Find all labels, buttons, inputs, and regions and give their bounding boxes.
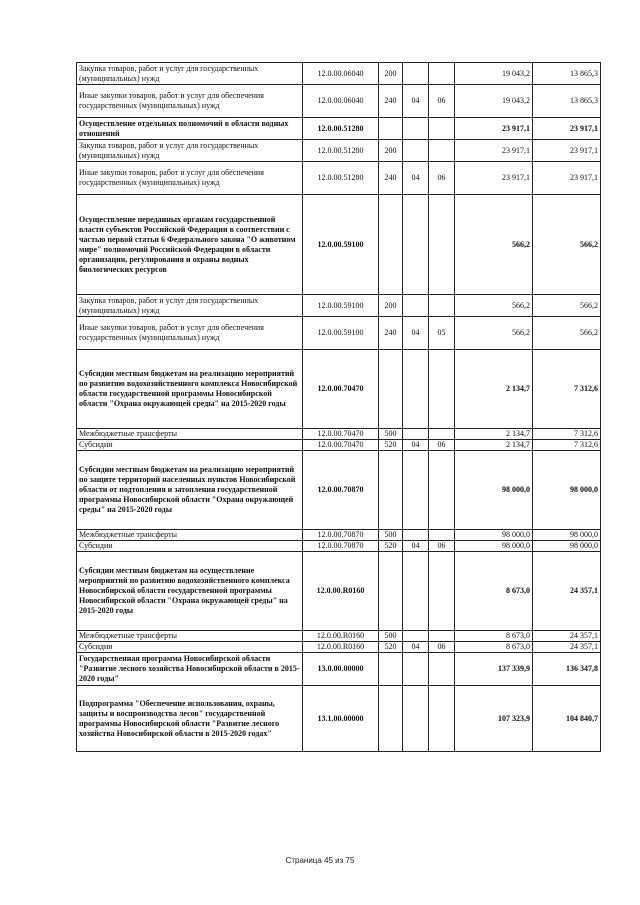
row-name-cell: Иные закупки товаров, работ и услуг для обеспечения государственных (муниципальных) нужд (77, 85, 303, 118)
row-subsection-cell (429, 195, 455, 295)
row-section-cell: 04 (403, 317, 429, 350)
row-vr-cell (379, 350, 403, 429)
row-subsection-cell: 06 (429, 85, 455, 118)
row-code-cell: 12.0.00.R0160 (303, 642, 379, 653)
row-section-cell (403, 653, 429, 686)
row-value-2019-cell: 566,2 (455, 317, 533, 350)
row-code-cell: 12.0.00.70870 (303, 530, 379, 541)
row-subsection-cell (429, 140, 455, 162)
row-code-cell: 12.0.00.R0160 (303, 552, 379, 631)
row-code-cell: 12.0.00.51280 (303, 118, 379, 140)
row-value-2019-cell: 8 673,0 (455, 642, 533, 653)
table-row (77, 451, 601, 530)
budget-table (76, 62, 601, 752)
row-section-cell (403, 429, 429, 440)
row-subsection-cell: 06 (429, 541, 455, 552)
row-section-cell (403, 530, 429, 541)
row-section-cell (403, 451, 429, 530)
row-subsection-cell (429, 530, 455, 541)
table-row (77, 440, 601, 451)
row-code-cell: 12.0.00.70470 (303, 440, 379, 451)
row-code-cell: 12.0.00.R0160 (303, 631, 379, 642)
row-vr-cell: 200 (379, 140, 403, 162)
table-row (77, 653, 601, 686)
row-value-2019-cell: 107 323,9 (455, 686, 533, 752)
row-value-2019-cell: 19 043,2 (455, 63, 533, 85)
row-name-cell: Иные закупки товаров, работ и услуг для обеспечения государственных (муниципальных) нужд (77, 162, 303, 195)
row-code-cell: 12.0.00.59100 (303, 317, 379, 350)
table-row (77, 552, 601, 631)
row-value-2020-cell: 98 000,0 (533, 451, 601, 530)
row-subsection-cell (429, 686, 455, 752)
row-section-cell (403, 552, 429, 631)
row-subsection-cell: 06 (429, 642, 455, 653)
row-vr-cell: 520 (379, 642, 403, 653)
row-vr-cell: 500 (379, 631, 403, 642)
row-section-cell: 04 (403, 642, 429, 653)
row-value-2019-cell: 137 339,9 (455, 653, 533, 686)
row-value-2020-cell: 24 357,1 (533, 631, 601, 642)
row-code-cell: 12.0.00.70870 (303, 541, 379, 552)
row-value-2019-cell: 2 134,7 (455, 350, 533, 429)
row-subsection-cell (429, 552, 455, 631)
row-name-cell: Иные закупки товаров, работ и услуг для обеспечения государственных (муниципальных) нужд (77, 317, 303, 350)
row-subsection-cell (429, 295, 455, 317)
table-row (77, 317, 601, 350)
row-value-2020-cell: 7 312,6 (533, 350, 601, 429)
row-value-2020-cell: 98 000,0 (533, 541, 601, 552)
row-name-cell: Осуществление переданных органам государственной власти субъектов Российской Федерации в соответствии с частью первой статьи 6 Федерального закона "О животном мире" полномочий Российской Федерации в области организации, регулирования и охраны водных биологических ресурсов (77, 195, 303, 295)
row-subsection-cell (429, 653, 455, 686)
row-section-cell (403, 118, 429, 140)
row-name-cell: Субсидии (77, 541, 303, 552)
row-value-2019-cell: 23 917,1 (455, 162, 533, 195)
row-code-cell: 12.0.00.06040 (303, 85, 379, 118)
table-row (77, 63, 601, 85)
row-value-2020-cell: 23 917,1 (533, 118, 601, 140)
row-section-cell (403, 195, 429, 295)
row-name-cell: Подпрограмма "Обеспечение использования, охраны, защиты и воспроизводства лесов" государственной программы Новосибирской области "Развитие лесного хозяйства Новосибирской области в 2015-2020 годах" (77, 686, 303, 752)
table-row (77, 195, 601, 295)
table-row (77, 642, 601, 653)
table-row (77, 140, 601, 162)
row-section-cell: 04 (403, 162, 429, 195)
row-subsection-cell (429, 118, 455, 140)
row-vr-cell: 240 (379, 162, 403, 195)
table-row (77, 530, 601, 541)
row-vr-cell (379, 686, 403, 752)
row-name-cell: Субсидии (77, 642, 303, 653)
row-value-2020-cell: 13 865,3 (533, 85, 601, 118)
row-name-cell: Закупка товаров, работ и услуг для государственных (муниципальных) нужд (77, 63, 303, 85)
row-value-2020-cell: 566,2 (533, 195, 601, 295)
row-value-2019-cell: 2 134,7 (455, 440, 533, 451)
row-vr-cell: 500 (379, 530, 403, 541)
row-section-cell: 04 (403, 85, 429, 118)
row-name-cell: Осуществление отдельных полномочий в области водных отношений (77, 118, 303, 140)
table-row (77, 118, 601, 140)
row-subsection-cell: 06 (429, 162, 455, 195)
row-code-cell: 12.0.00.59100 (303, 195, 379, 295)
row-subsection-cell: 05 (429, 317, 455, 350)
row-value-2020-cell: 24 357,1 (533, 642, 601, 653)
table-row (77, 350, 601, 429)
row-subsection-cell (429, 631, 455, 642)
row-vr-cell: 520 (379, 541, 403, 552)
row-section-cell (403, 63, 429, 85)
row-name-cell: Субсидии (77, 440, 303, 451)
row-section-cell: 04 (403, 541, 429, 552)
row-value-2019-cell: 19 043,2 (455, 85, 533, 118)
page-number-label: Страница 45 из 75 (285, 856, 355, 865)
row-name-cell: Межбюджетные трансферты (77, 530, 303, 541)
row-value-2020-cell: 566,2 (533, 317, 601, 350)
row-value-2019-cell: 98 000,0 (455, 541, 533, 552)
row-subsection-cell (429, 350, 455, 429)
row-vr-cell (379, 195, 403, 295)
row-subsection-cell (429, 63, 455, 85)
table-row (77, 162, 601, 195)
table-row (77, 631, 601, 642)
row-code-cell: 12.0.00.59100 (303, 295, 379, 317)
row-name-cell: Субсидии местным бюджетам на осуществление мероприятий по развитию водохозяйственного комплекса Новосибирской области государственной программы Новосибирской области "Охрана окружающей среды" на 2015-2020 годы (77, 552, 303, 631)
row-subsection-cell (429, 429, 455, 440)
row-value-2019-cell: 23 917,1 (455, 140, 533, 162)
row-subsection-cell: 06 (429, 440, 455, 451)
row-value-2020-cell: 566,2 (533, 295, 601, 317)
row-value-2019-cell: 8 673,0 (455, 552, 533, 631)
table-row (77, 686, 601, 752)
row-value-2019-cell: 566,2 (455, 295, 533, 317)
row-vr-cell: 240 (379, 85, 403, 118)
table-row (77, 541, 601, 552)
row-section-cell (403, 295, 429, 317)
row-value-2020-cell: 13 865,3 (533, 63, 601, 85)
row-name-cell: Субсидии местным бюджетам на реализацию мероприятий по защите территорий населенных пунктов Новосибирской области от подтопления и затопления государственной программы Новосибирской области "Охрана окружающей среды" на 2015-2020 годы (77, 451, 303, 530)
row-name-cell: Межбюджетные трансферты (77, 429, 303, 440)
row-value-2019-cell: 566,2 (455, 195, 533, 295)
row-vr-cell: 240 (379, 317, 403, 350)
row-code-cell: 12.0.00.06040 (303, 63, 379, 85)
row-section-cell (403, 350, 429, 429)
row-value-2019-cell: 23 917,1 (455, 118, 533, 140)
row-name-cell: Субсидии местным бюджетам на реализацию мероприятий по развитию водохозяйственного комплекса Новосибирской области государственной программы Новосибирской области "Охрана окружающей среды" на 2015-2020 годы (77, 350, 303, 429)
row-section-cell: 04 (403, 440, 429, 451)
row-vr-cell: 200 (379, 295, 403, 317)
row-value-2020-cell: 104 840,7 (533, 686, 601, 752)
row-value-2020-cell: 23 917,1 (533, 140, 601, 162)
row-value-2020-cell: 7 312,6 (533, 429, 601, 440)
row-value-2019-cell: 98 000,0 (455, 530, 533, 541)
row-name-cell: Государственная программа Новосибирской области "Развитие лесного хозяйства Новосибирской области в 2015-2020 годы" (77, 653, 303, 686)
table-row (77, 295, 601, 317)
row-name-cell: Закупка товаров, работ и услуг для государственных (муниципальных) нужд (77, 140, 303, 162)
row-code-cell: 12.0.00.51280 (303, 162, 379, 195)
row-code-cell: 13.1.00.00000 (303, 686, 379, 752)
row-code-cell: 13.0.00.00000 (303, 653, 379, 686)
budget-table-body (77, 63, 601, 752)
row-vr-cell (379, 118, 403, 140)
row-code-cell: 12.0.00.70470 (303, 429, 379, 440)
row-vr-cell: 520 (379, 440, 403, 451)
table-row (77, 429, 601, 440)
row-code-cell: 12.0.00.51280 (303, 140, 379, 162)
row-name-cell: Межбюджетные трансферты (77, 631, 303, 642)
row-value-2020-cell: 98 000,0 (533, 530, 601, 541)
row-code-cell: 12.0.00.70870 (303, 451, 379, 530)
row-value-2019-cell: 8 673,0 (455, 631, 533, 642)
row-vr-cell (379, 653, 403, 686)
page-footer (0, 856, 640, 865)
table-row (77, 85, 601, 118)
row-section-cell (403, 686, 429, 752)
row-value-2019-cell: 98 000,0 (455, 451, 533, 530)
row-code-cell: 12.0.00.70470 (303, 350, 379, 429)
row-value-2020-cell: 136 347,8 (533, 653, 601, 686)
row-vr-cell (379, 552, 403, 631)
row-value-2020-cell: 23 917,1 (533, 162, 601, 195)
row-value-2020-cell: 24 357,1 (533, 552, 601, 631)
row-vr-cell (379, 451, 403, 530)
row-section-cell (403, 140, 429, 162)
row-subsection-cell (429, 451, 455, 530)
row-vr-cell: 500 (379, 429, 403, 440)
row-vr-cell: 200 (379, 63, 403, 85)
row-value-2020-cell: 7 312,6 (533, 440, 601, 451)
row-value-2019-cell: 2 134,7 (455, 429, 533, 440)
row-section-cell (403, 631, 429, 642)
row-name-cell: Закупка товаров, работ и услуг для государственных (муниципальных) нужд (77, 295, 303, 317)
